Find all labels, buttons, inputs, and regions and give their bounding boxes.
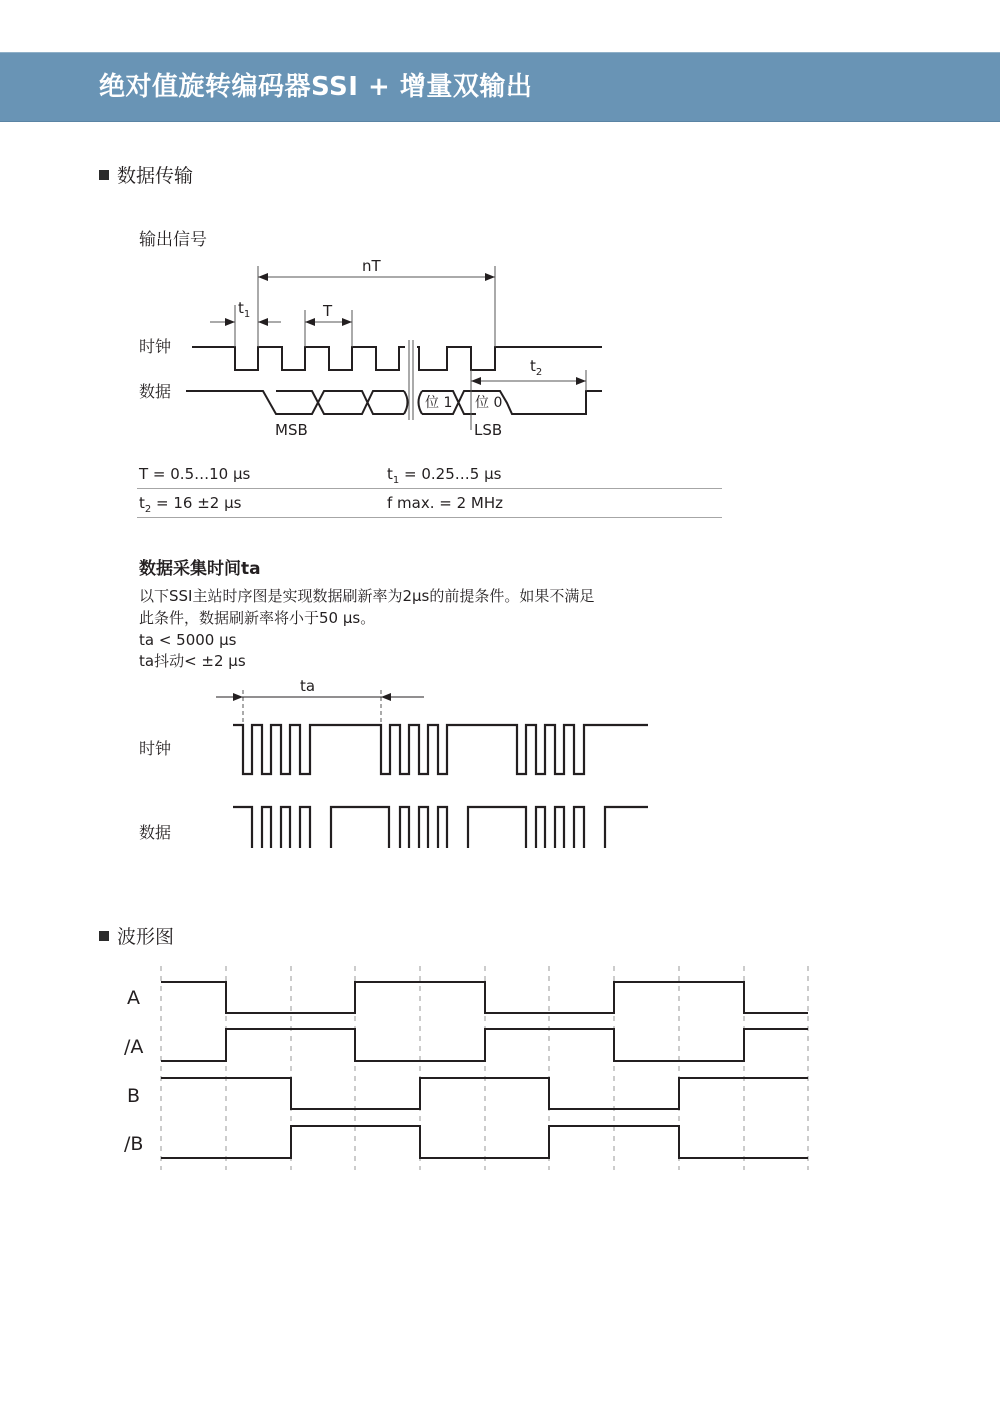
clock-label: 时钟 xyxy=(139,337,172,356)
acquisition-paragraph-line: 此条件，数据刷新率将小于50 μs。 xyxy=(139,609,376,627)
t2-label: $t_2$ xyxy=(530,357,543,378)
acquisition-title: 数据采集时间ta xyxy=(139,559,261,579)
channel-label-A: A xyxy=(127,987,140,1009)
spec-row xyxy=(137,460,722,489)
header-band xyxy=(0,52,1000,122)
square-bullet-icon xyxy=(99,170,109,180)
spec-t2: $t_2 = 16 \pm 2$ μs xyxy=(139,494,242,515)
output-signal-title: 输出信号 xyxy=(139,230,207,250)
wave-B xyxy=(161,1078,808,1109)
spec-row xyxy=(137,489,722,518)
section-title-waveform xyxy=(99,925,174,949)
nT-label: nT xyxy=(362,257,381,275)
section-title-data-transfer xyxy=(99,164,193,188)
channel-label-nB: /B xyxy=(124,1133,144,1155)
channel-label-B: B xyxy=(127,1085,141,1107)
ta-clock-label: 时钟 xyxy=(139,739,172,758)
msb-label: MSB xyxy=(275,421,308,439)
section-title-text: 数据传输 xyxy=(117,165,194,187)
acquisition-paragraph-line: 以下SSI主站时序图是实现数据刷新率为2μs的前提条件。如果不满足 xyxy=(139,587,595,605)
ta-label: ta xyxy=(300,677,316,695)
channel-label-nA: /A xyxy=(124,1036,144,1058)
T-label: T xyxy=(323,302,333,320)
bit0-label: 位 0 xyxy=(475,395,503,411)
wave-nB xyxy=(161,1126,808,1158)
section-title-text: 波形图 xyxy=(117,926,175,948)
acquisition-paragraph-line: ta < 5000 μs xyxy=(139,631,237,649)
spec-fmax: f max. = 2 MHz xyxy=(387,494,504,512)
lsb-label: LSB xyxy=(474,421,503,439)
spec-t1: $t_1$ = 0.25…5 μs xyxy=(387,465,502,486)
square-bullet-icon xyxy=(99,931,109,941)
bit1-label: 位 1 xyxy=(425,395,453,411)
data-label: 数据 xyxy=(139,382,172,401)
spec-T: T = 0.5…10 μs xyxy=(139,465,251,483)
acquisition-paragraph-line: ta抖动< ±2 μs xyxy=(139,652,246,670)
page-title: 绝对值旋转编码器SSI + 增量双输出 xyxy=(99,72,533,102)
wave-A xyxy=(161,982,808,1013)
spec-table xyxy=(137,460,722,518)
ta-data-label: 数据 xyxy=(139,823,172,842)
t1-label: $t_1$ xyxy=(238,299,251,320)
wave-nA xyxy=(161,1029,808,1061)
